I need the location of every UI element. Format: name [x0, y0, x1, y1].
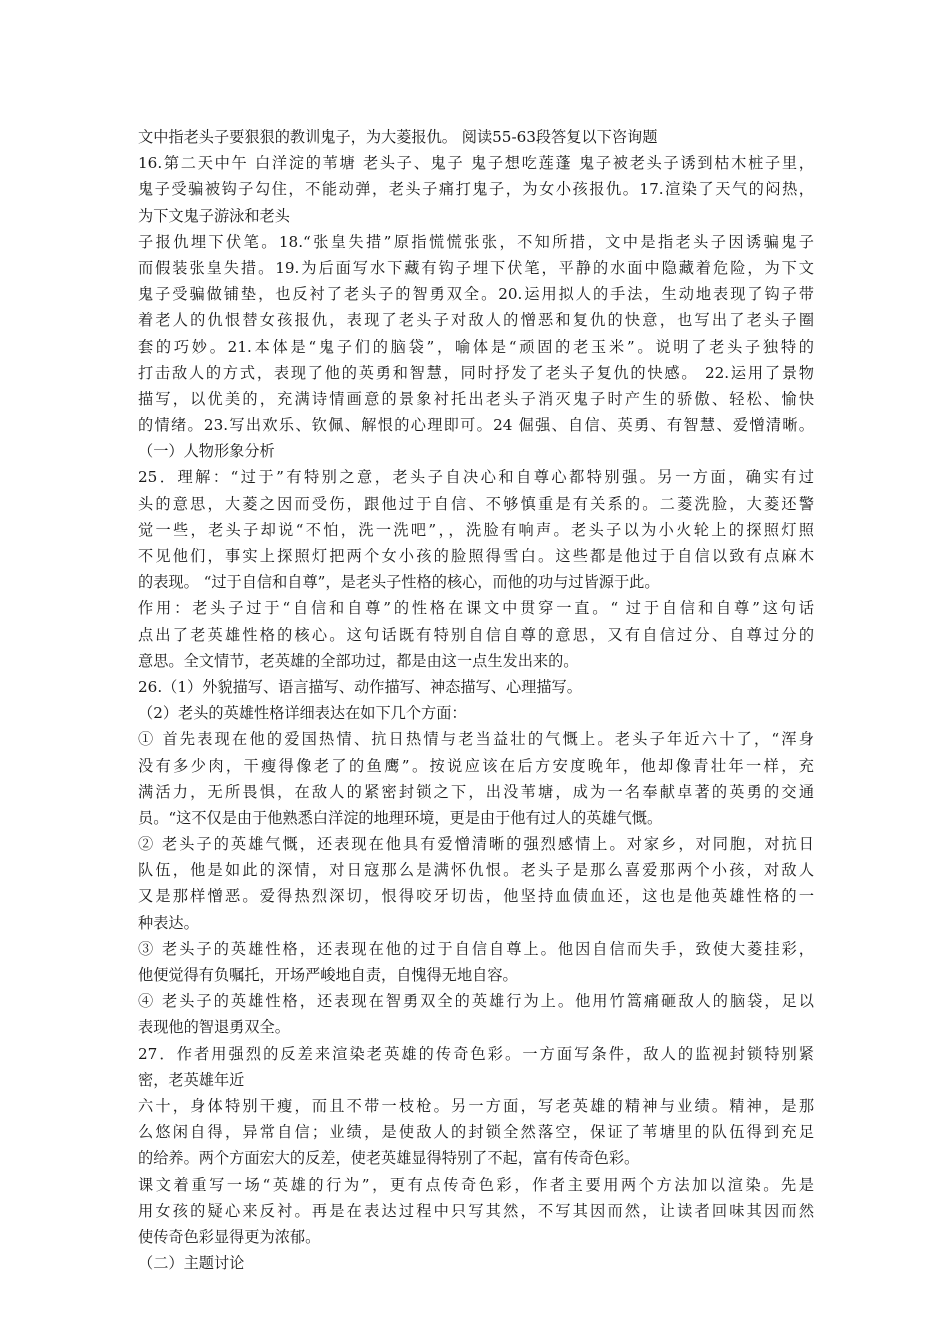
- text-line: 种表达。: [138, 913, 199, 932]
- text-line: 员。“这不仅是由于他熟悉白洋淀的地理环境，更是由于他有过人的英雄气慨。: [138, 808, 663, 827]
- text-line: 子报仇埋下伏笔。18.“张皇失措”原指慌慌张张，不知所措，文中是指老头子因诱骗鬼子: [138, 232, 814, 251]
- text-line: ② 老头子的英雄气慨，还表现在他具有爱憎清晰的强烈感情上。对家乡，对同胞，对抗日: [138, 835, 814, 854]
- text-line: 作用：老头子过于“自信和自尊”的性格在课文中贯穿一直。“ 过于自信和自尊”这句话: [138, 599, 814, 618]
- text-line: 又是那样憎恶。爱得热烈深切，恨得咬牙切齿，他坚持血债血还，这也是他英雄性格的一: [138, 887, 814, 906]
- text-line: 而假装张皇失措。19.为后面写水下藏有钩子埋下伏笔，平静的水面中隐藏着危险，为下文: [138, 258, 814, 277]
- text-line: ③ 老头子的英雄性格，还表现在他的过于自信自尊上。他因自信而失手，致使大菱挂彩，: [138, 939, 814, 958]
- text-line: 表现他的智退勇双全。: [138, 1018, 290, 1037]
- text-line: 打击敌人的方式，表现了他的英勇和智慧，同时抒发了老头子复仇的快感。 22.运用了景物: [138, 363, 814, 382]
- text-line: 套的巧妙。21.本体是“鬼子们的脑袋”，喻体是“顽固的老玉米”。说明了老头子独特的: [138, 337, 814, 356]
- text-line: 着老人的仇恨替女孩报仇，表现了老头子对敌人的憎恶和复仇的快意，也写出了老头子圈: [138, 311, 814, 330]
- section-heading: （二）主题讨论: [138, 1254, 245, 1273]
- text-line: 么悠闲自得，异常自信；业绩，是使敌人的封锁全然落空，保证了苇塘里的队伍得到充足: [138, 1123, 814, 1142]
- text-line: 密，老英雄年近: [138, 1070, 245, 1089]
- document-page: [138, 124, 814, 1276]
- text-line: 他便觉得有负嘱托，开场严峻地自责，自愧得无地自容。: [138, 966, 518, 984]
- text-line: 点出了老英雄性格的核心。这句话既有特别自信自尊的意思，又有自信过分、自尊过分的: [138, 625, 814, 644]
- text-line: 文中指老头子要狠狠的教训鬼子，为大菱报仇。 阅读55-63段答复以下咨询题: [138, 128, 658, 146]
- text-line: 头的意思，大菱之因而受伤，跟他过于自信、不够慎重是有关系的。二菱洗脸，大菱还警: [138, 494, 814, 513]
- text-line: 为下文鬼子游泳和老头: [138, 206, 290, 225]
- text-line: 意思。全文情节，老英雄的全部功过，都是由这一点生发出来的。: [138, 651, 579, 670]
- text-line: 的情绪。23.写出欢乐、钦佩、解恨的心理即可。24 倔强、自信、英勇、有智慧、爱憎清晰。: [138, 416, 814, 435]
- text-line: 27．作者用强烈的反差来渲染老英雄的传奇色彩。一方面写条件，敌人的监视封锁特别紧: [138, 1044, 814, 1063]
- text-line: 满活力，无所畏惧，在敌人的紧密封锁之下，出没苇塘，成为一名奉献卓著的英勇的交通: [138, 782, 814, 801]
- text-line: （2）老头的英雄性格详细表达在如下几个方面：: [138, 704, 467, 723]
- text-line: 25．理解：“过于”有特别之意，老头子自决心和自尊心都特别强。另一方面，确实有过: [138, 468, 814, 487]
- text-line: 使传奇色彩显得更为浓郁。: [138, 1227, 321, 1246]
- text-line: 觉一些，老头子却说“不怕，洗一洗吧”，，洗脸有响声。老头子以为小火轮上的探照灯照: [138, 520, 814, 539]
- text-line: 队伍，他是如此的深情，对日寇那么是满怀仇恨。老头子是那么喜爱那两个小孩，对敌人: [138, 861, 814, 880]
- text-line: 鬼子受骗被钩子勾住，不能动弹，老头子痛打鬼子，为女小孩报仇。17.渲染了天气的闷热，: [138, 180, 814, 199]
- text-line: 鬼子受骗做铺垫，也反衬了老头子的智勇双全。20.运用拟人的手法，生动地表现了钩子带: [138, 285, 814, 304]
- text-line: ④ 老头子的英雄性格，还表现在智勇双全的英雄行为上。他用竹篙痛砸敌人的脑袋，足以: [138, 992, 814, 1011]
- text-line: 六十，身体特别干瘦，而且不带一枝枪。另一方面，写老英雄的精神与业绩。精神，是那: [138, 1096, 814, 1115]
- text-line: ① 首先表现在他的爱国热情、抗日热情与老当益壮的气慨上。老头子年近六十了，“浑身: [138, 730, 814, 749]
- text-line: 16.第二天中午 白洋淀的苇塘 老头子、鬼子 鬼子想吃莲蓬 鬼子被老头子诱到枯木桩子里，: [138, 154, 814, 173]
- text-line: 没有多少肉，干瘦得像老了的鱼鹰”。按说应该在后方安度晚年，他却像青壮年一样，充: [138, 756, 814, 775]
- text-line: 的表现。 “过于自信和自尊”，是老头子性格的核心，而他的功与过皆源于此。: [138, 573, 660, 592]
- text-line: 课文着重写一场“英雄的行为”，更有点传奇色彩，作者主要用两个方法加以渲染。先是: [138, 1175, 814, 1194]
- text-line: 用女孩的疑心来反衬。再是在表达过程中只写其然，不写其因而然，让读者回味其因而然: [138, 1201, 814, 1220]
- text-line: 26.（1）外貌描写、语言描写、动作描写、神态描写、心理描写。: [138, 677, 582, 696]
- section-heading: （一）人物形象分析: [138, 442, 275, 461]
- text-line: 描写，以优美的，充满诗情画意的景象衬托出老头子消灭鬼子时产生的骄傲、轻松、愉快: [138, 389, 814, 408]
- text-line: 的给养。两个方面宏大的反差，使老英雄显得特别了不起，富有传奇色彩。: [138, 1149, 640, 1168]
- text-line: 不见他们，事实上探照灯把两个女小孩的脸照得雪白。这些都是他过于自信以致有点麻木: [138, 547, 814, 565]
